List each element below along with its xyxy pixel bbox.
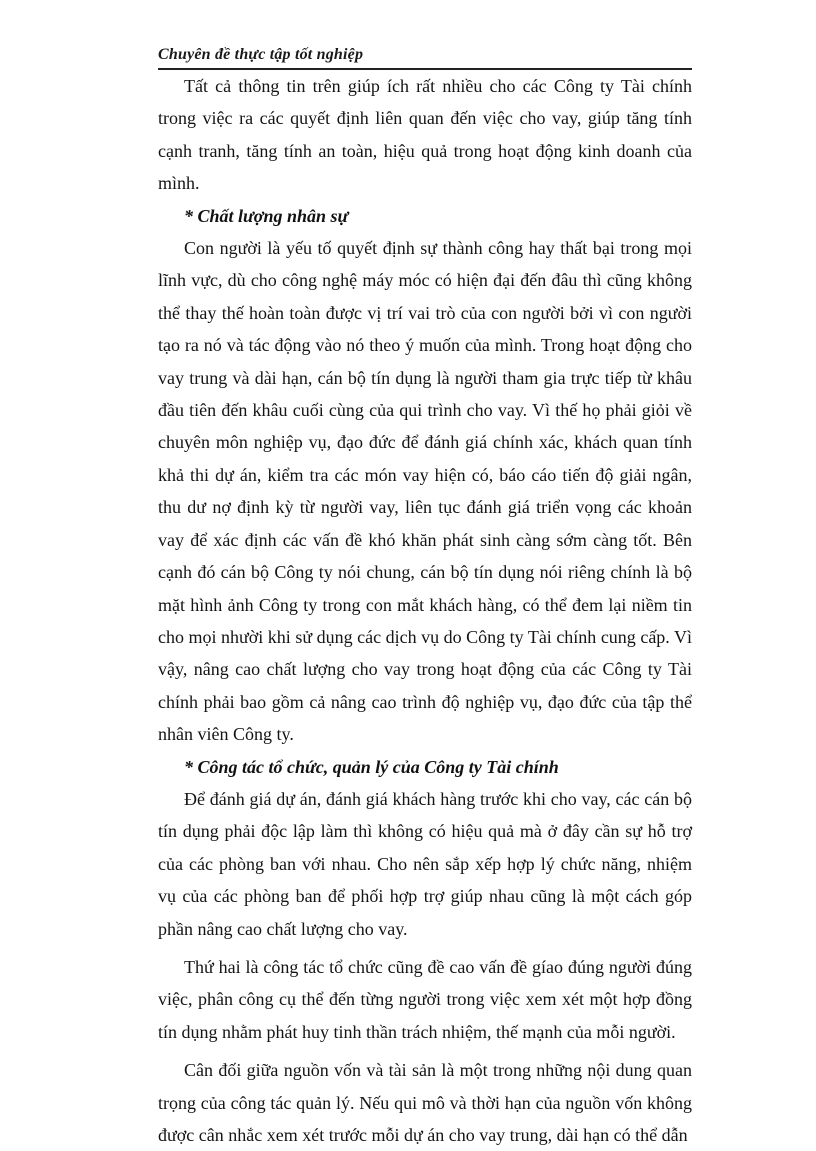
paragraph: Tất cả thông tin trên giúp ích rất nhiều cho các Công ty Tài chính trong việc ra các quyết định liên quan đến việc cho vay, giúp tăng tính cạnh tranh, tăng tính an toàn, hiệu quả trong hoạt động kinh doanh của mình. <box>158 76 692 194</box>
paragraph: Để đánh giá dự án, đánh giá khách hàng trước khi cho vay, các cán bộ tín dụng phải độc lập làm thì không có hiệu quả mà ở đây cần sự hỗ trợ của các phòng ban với nhau. Cho nên sắp xếp hợp lý chức năng, nhiệm vụ của các phòng ban để phối hợp trợ giúp nhau cũng là một cách góp phần nâng cao chất lượng cho vay. <box>158 788 692 939</box>
page-header <box>158 44 692 70</box>
paragraph: Con người là yếu tố quyết định sự thành công hay thất bại trong mọi lĩnh vực, dù cho công nghệ máy móc có hiện đại đến đâu thì cũng không thể thay thế hoàn toàn được vị trí vai trò của con người bởi vì con người tạo ra nó và tác động vào nó theo ý muốn của mình. Trong hoạt động cho vay trung và dài hạn, cán bộ tín dụng là người tham gia trực tiếp từ khâu đầu tiên đến khâu cuối cùng của qui trình cho vay. Vì thế họ phải giỏi về chuyên môn nghiệp vụ, đạo đức để đánh giá chính xác, khách quan tính khả thi dự án, kiểm tra các món vay hiện có, báo cáo tiến độ giải ngân, thu dư nợ định kỳ từ người vay, liên tục đánh giá triển vọng các khoản vay để xác định các vấn đề khó khăn phát sinh càng sớm càng tốt. Bên cạnh đó cán bộ Công ty nói chung, cán bộ tín dụng nói riêng chính là bộ mặt hình ảnh Công ty trong con mắt khách hàng, có thể đem lại niềm tin cho mọi nhười khi sử dụng các dịch vụ do Công ty Tài chính cung cấp. Vì vậy, nâng cao chất lượng cho vay trong hoạt động của các Công ty Tài chính phải bao gồm cả nâng cao trình độ nghiệp vụ, đạo đức của tập thể nhân viên Công ty. <box>158 238 692 745</box>
section-heading: * Công tác tổ chức, quản lý của Công ty Tài chính <box>184 756 559 777</box>
header-title: Chuyên đề thực tập tốt nghiệp <box>158 46 364 63</box>
paragraph: Cân đối giữa nguồn vốn và tài sản là một trong những nội dung quan trọng của công tác quản lý. Nếu qui mô và thời hạn của nguồn vốn không được cân nhắc xem xét trước mỗi dự án cho vay trung, dài hạn có thể dẫn <box>158 1060 692 1145</box>
document-body <box>158 70 692 1151</box>
paragraph: Thứ hai là công tác tổ chức cũng đề cao vấn đề gíao đúng người đúng việc, phân công cụ thể đến từng người trong việc xem xét một hợp đồng tín dụng nhằm phát huy tinh thần trách nhiệm, thế mạnh của mỗi người. <box>158 956 692 1042</box>
section-heading: * Chất lượng nhân sự <box>184 205 349 226</box>
